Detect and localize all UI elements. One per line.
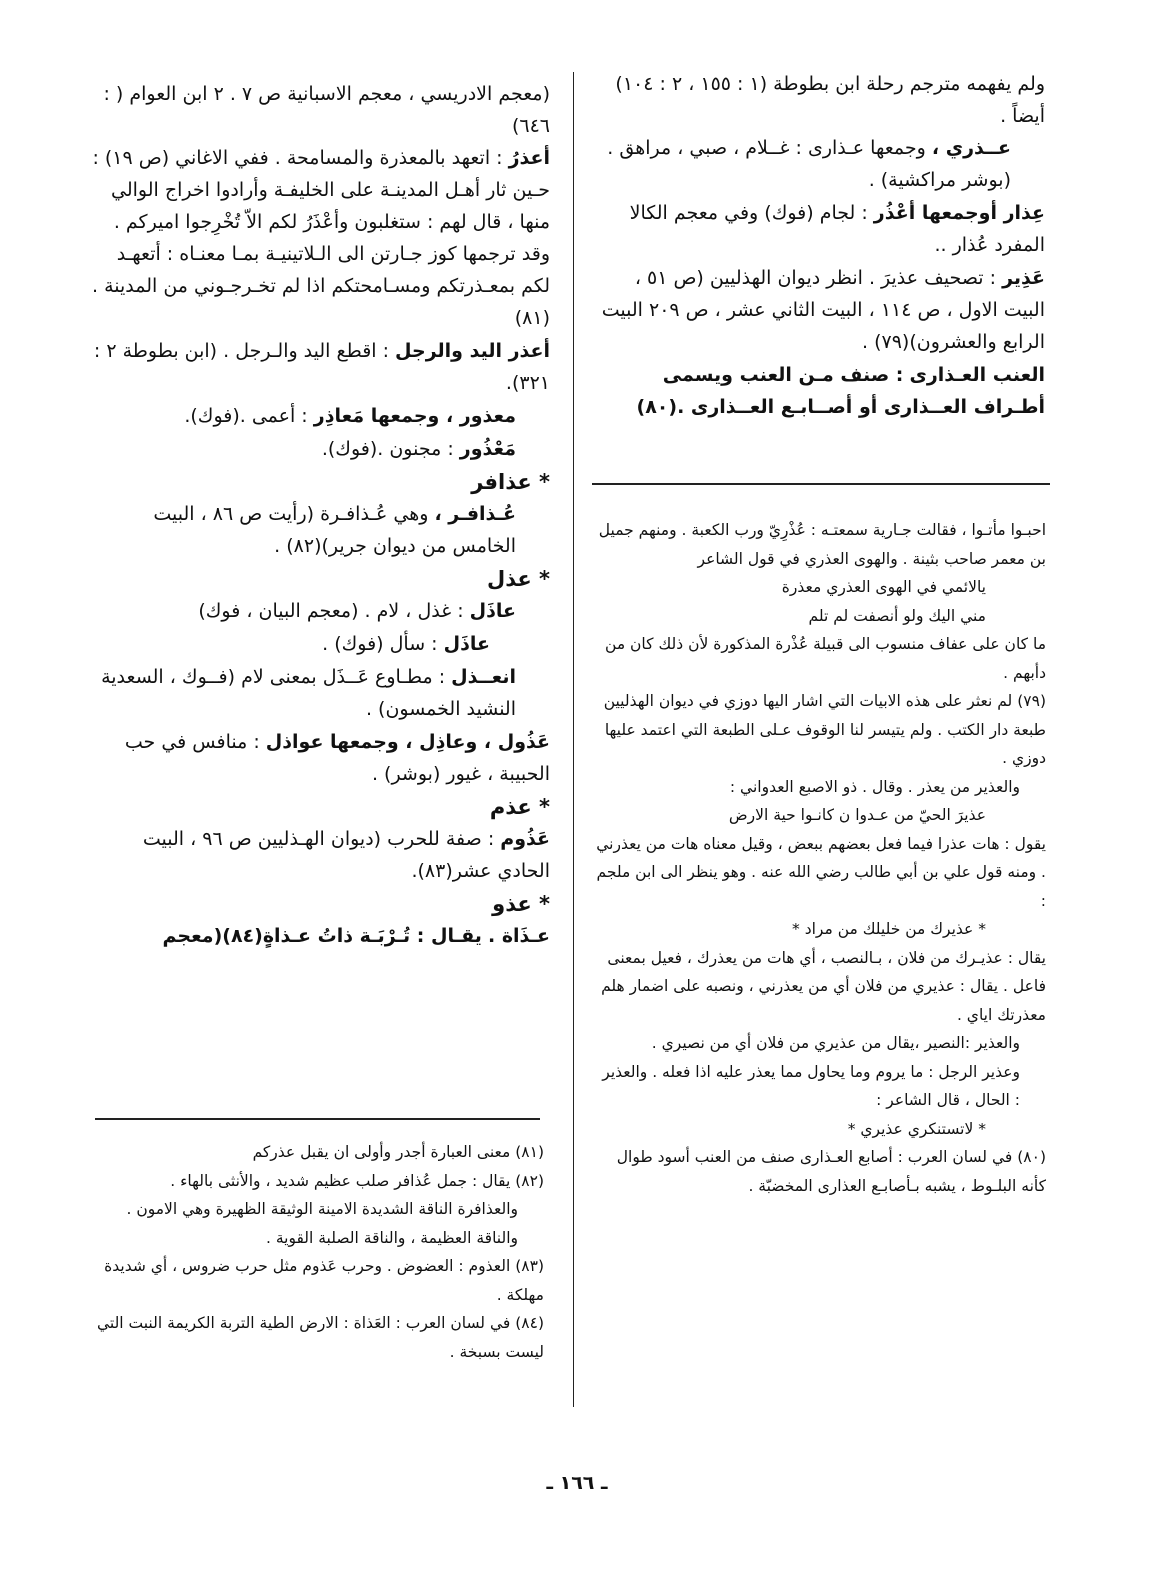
footnote: (٨١) معنى العبارة أجدر وأولى ان يقبل عذركم — [252, 1143, 544, 1161]
dictionary-entry: عُـذافـر ، وهي عُـذافـرة (رأيت ص ٨٦ ، البيت الخامس من ديوان جرير)(٨٢) . — [153, 503, 516, 557]
section-rule — [592, 483, 1050, 485]
footnote: (٨٠) في لسان العرب : أصابع العـذارى صنف من العنب أسود طوال كأنه البلـوط ، يشبه بـأصابـع العذارى المخضبّة . — [616, 1148, 1046, 1195]
verse-line: يالائمي في الهوى العذري معذرة — [781, 578, 986, 596]
dictionary-entry: عــذري ، وجمعها عـذارى : غــلام ، صبي ، مراهق . (بوشر مراكشية) . — [607, 137, 1011, 191]
footnote-number: (٨٠) — [1017, 1148, 1046, 1166]
root-heading: * عذو — [492, 892, 550, 916]
footnote-number: (٨٢) — [515, 1171, 544, 1190]
dictionary-entry: عـذَاة . يقـال : تُـرْبَـة ذاتُ عـذاةٍ(٨٤)(معجم — [162, 925, 550, 947]
footnote-text: ما كان على عفاف منسوب الى قبيلة عُذْرة المذكورة لأن ذلك كان من دأبهم . — [605, 635, 1046, 682]
footnote: (٧٩) لم نعثر على هذه الابيات التي اشار اليها دوزي في ديوان الهذليين طبعة دار الكتب . ولم يتيسر لنا الوقوف عـلى الطبعة التي اعتمد عليها دوزي . — [603, 692, 1046, 767]
dictionary-entry: أعذر اليد والرجل : اقطع اليد والـرجل . (ابن بطوطة ٢ : ٣٢١). — [93, 340, 550, 394]
dictionary-entry: عَذِير : تصحيف عذيرَ . انظر ديوان الهذليين (ص ٥١ ، البيت الاول ، ص ١١٤ ، البيت الثاني عشر ، ص ٢٠٩ البيت الرابع والعشرون)(٧٩) . — [601, 267, 1045, 353]
footnote-text: والعذافرة الناقة الشديدة الامينة الوثيقة الظهيرة وهي الامون . والناقة العظيمة ، والناقة الصلبة القوية . — [126, 1200, 518, 1247]
footnote: (٨٤) في لسان العرب : العَذاة : الارض الطية التربة الكريمة النبت التي ليست بسبخة . — [96, 1314, 544, 1361]
dictionary-entry: انعــذل : مطـاوع عَــذَل بمعنى لام (فــوك ، السعدية النشيد الخمسون) . — [101, 666, 516, 720]
footnotes-left — [96, 1138, 544, 1366]
footnote: (٨٣) العذوم : العضوض . وحرب عَذوم مثل حرب ضروس ، أي شديدة مهلكة . — [104, 1257, 544, 1304]
page-number: ـ ١٦٦ ـ — [546, 1472, 608, 1494]
footnote-text: احبـوا مأتـوا ، فقالت جـارية سمعتـه : عُذْرِيّ ورب الكعبة . ومنهم جميل بن معمر صاحب بثينة . والهوى العذري في قول الشاعر — [598, 521, 1046, 568]
footnote-number: (٧٩) — [1017, 692, 1046, 710]
footnote-text: وعذير الرجل : ما يروم وما يحاول مما يعذر عليه اذا فعله . والعذير : الحال ، قال الشاعر : — [602, 1062, 1020, 1109]
footnote-rule — [95, 1118, 540, 1120]
dictionary-entry: أعذرُ : اتعهد بالمعذرة والمسامحة . ففي الاغاني (ص ١٩) : حـين ثار أهـل المدينـة على الخليفـة وأرادوا اخراج الوالي منها ، قال لهم : ستغلبون وأعْذَرُ لكم الاّ تُخْرِجوا اميركم . وقد ترجمها كوز جـارتن الى الـلاتينيـة بمـا معنـاه : أتعهـد لكم بمعـذرتكم ومسـامحتكم اذا لم تخـرجـوني من المدينة .(٨١) — [91, 147, 550, 329]
dictionary-entry: معذور ، وجمعها مَعاذِر : أعمى .(فوك). — [184, 405, 516, 427]
footnote: (٨٢) يقال : جمل عُذافر صلب عظيم شديد ، والأنثى بالهاء . — [170, 1171, 544, 1190]
footnotes-right — [596, 516, 1046, 1200]
dictionary-entry: مَعْذُور : مجنون .(فوك). — [321, 438, 516, 460]
paragraph: ولم يفهمه مترجم رحلة ابن بطوطة (١ : ١٥٥ ، ٢ : ١٠٤) أيضاً . — [615, 73, 1045, 127]
footnote-number: (٨١) — [515, 1143, 544, 1161]
paragraph: (معجم الادريسي ، معجم الاسبانية ص ٧ . ٢ ابن العوام ( : ٦٤٦) — [103, 83, 550, 137]
root-heading: * عذافر — [471, 470, 550, 494]
root-heading: * عذم — [489, 795, 550, 819]
dictionary-entry: عاذَل : غذل ، لام . (معجم البيان ، فوك) — [198, 600, 516, 622]
dictionary-entry: عَذُول ، وعاذِل ، وجمعها عواذل : منافس في حب الحبيبة ، غيور (بوشر) . — [124, 731, 550, 785]
verse-line: عذيرَ الحيّ من عـدوا ن كانـوا حية الارض — [728, 806, 986, 824]
right-column — [600, 68, 1045, 424]
footnote-number: (٨٤) — [515, 1314, 544, 1332]
dictionary-entry: عاذَل : سأل (فوك) . — [322, 633, 490, 655]
footnote-text: يقال : عذيـرك من فلان ، بـالنصب ، أي هات من يعذرك ، فعيل بمعنى فاعل . يقال : عذيري من فلان أي من يعذرني ، ونصبه على اضمار هلم معذرتك اياي . — [601, 948, 1046, 1024]
footnote-text: يقول : هات عذرا فيما فعل بعضهم ببعض ، وقيل معناه هات من يعذرني . ومنه قول علي بن أبي طالب رضي الله عنه . وهو ينظر الى ابن ملجم : — [596, 834, 1046, 910]
verse-line: مني اليك ولو أنصفت لم تلم — [808, 606, 986, 625]
left-column — [90, 78, 550, 953]
footnote-text: والعذير من يعذر . وقال . ذو الاصبع العدواني : — [729, 777, 1020, 796]
verse-line: * لاتستنكري عذيري * — [847, 1119, 986, 1138]
dictionary-entry: عِذار أوجمعها أعْذُر : لجام (فوك) وفي معجم الكالا المفرد عُذار .. — [629, 202, 1045, 256]
column-divider — [573, 72, 574, 1407]
footnote-text: والعذير :النصير ،يقال من عذيري من فلان أي من نصيري . — [651, 1034, 1020, 1052]
footnote-number: (٨٣) — [515, 1257, 544, 1275]
dictionary-entry: العنب العـذارى : صنف مـن العنب ويسمى أطـراف العــذارى أو أصــابـع العــذارى .(٨٠) — [636, 364, 1045, 418]
root-heading: * عذل — [487, 567, 550, 591]
verse-line: * عذيرك من خليلك من مراد * — [792, 920, 986, 938]
dictionary-entry: عَذُوم : صفة للحرب (ديوان الهـذليين ص ٩٦ ، البيت الحادي عشر(٨٣). — [142, 828, 550, 882]
